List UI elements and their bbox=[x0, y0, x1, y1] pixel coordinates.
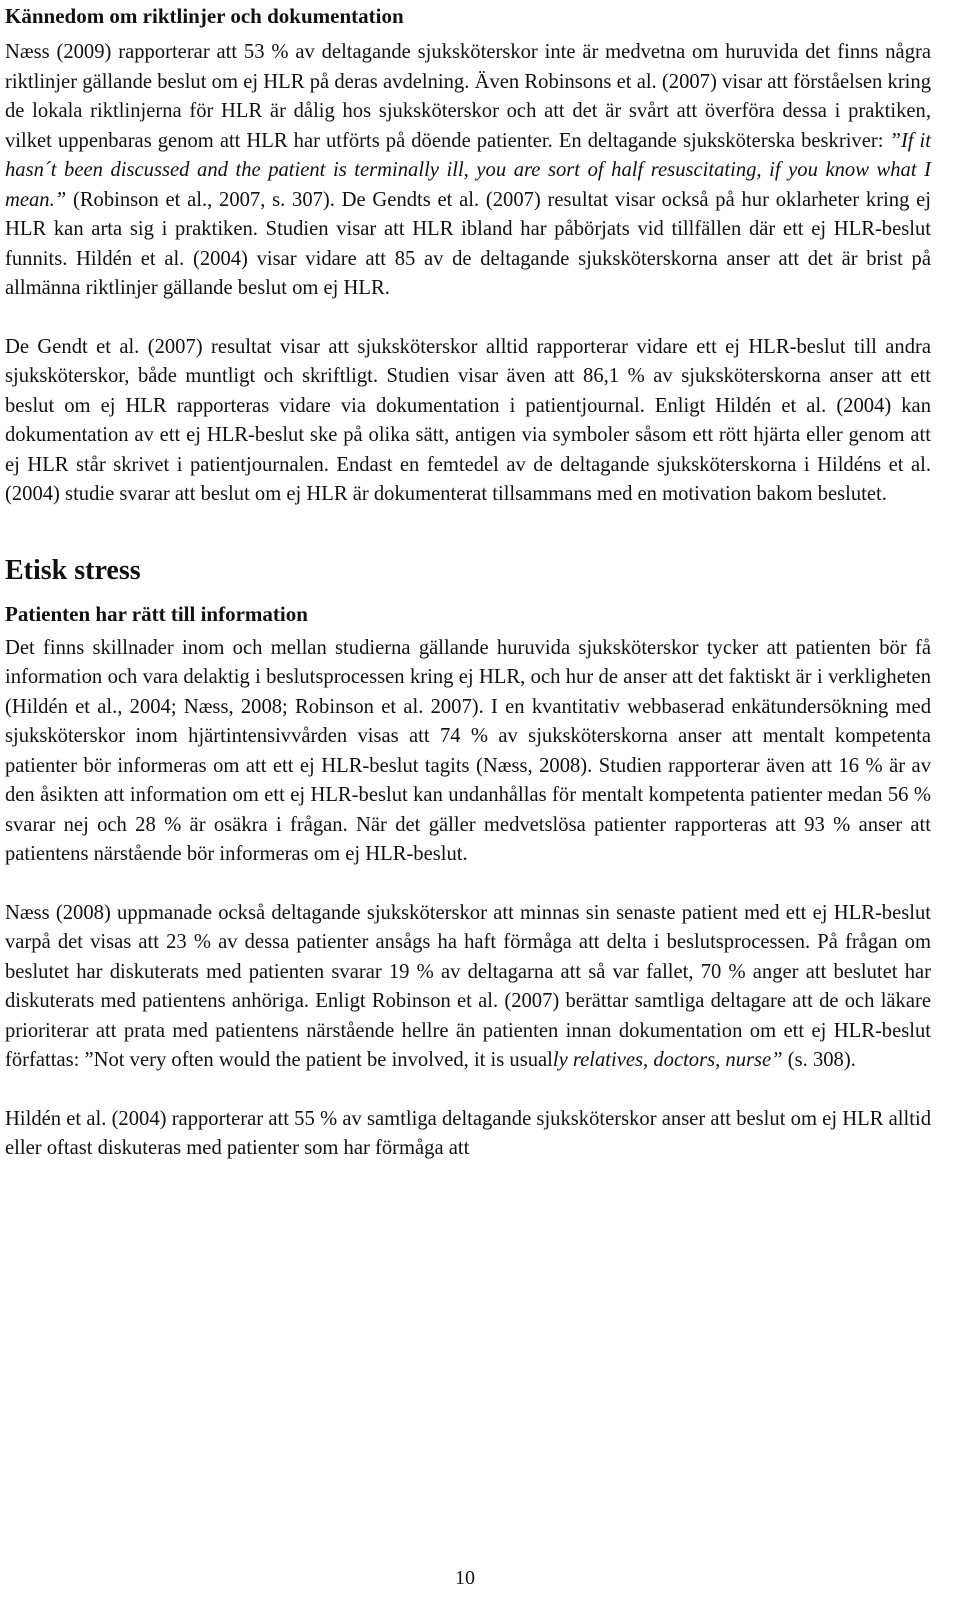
paragraph-patient-involvement bbox=[5, 899, 931, 1076]
chapter-heading: Etisk stress bbox=[5, 554, 141, 586]
section-heading: Kännedom om riktlinjer och dokumentation bbox=[5, 4, 404, 28]
subsection-heading: Patienten har rätt till information bbox=[5, 601, 308, 626]
page-number: 10 bbox=[455, 1567, 475, 1589]
paragraph-text: Næss (2008) uppmanade också deltagande sjuksköterskor att minnas sin senaste patient med ett ej HLR-beslut varpå det visas att 23 % av dessa patienter ansågs ha haft förmåga att delta i beslutsprocessen. På frågan om beslutet har diskuterats med patienten svarar 19 % av deltagarna att så var fallet, 70 % anger att beslutet har diskuterats med patientens anhöriga. Enligt Robinson et al. (2007) berättar samtliga deltagare att de och läkare prioriterar att prata med patientens närstående hellre än patienten innan dokumentation om ett ej HLR-beslut författas: ”Not very often would the patient be involved, it is usual bbox=[5, 901, 931, 1071]
page-content bbox=[5, 0, 931, 1164]
paragraph-information-rights: Det finns skillnader inom och mellan studierna gällande huruvida sjuksköterskor tycker att patienten bör få information och vara delaktig i beslutsprocessen kring ej HLR, och hur de anser att det faktiskt är i verkligheten (Hildén et al., 2004; Næss, 2008; Robinson et al. 2007). I en kvantitativ webbaserad enkätundersökning med sjuksköterskor inom hjärtintensivvården visas att 74 % av sjuksköterskorna anser att mentalt kompetenta patienter bör informeras om att ett ej HLR-beslut tagits (Næss, 2008). Studien rapporterar även att 16 % är av den åsikten att information om ett ej HLR-beslut kan undanhållas för mentalt kompetenta patienter medan 56 % svarar nej och 28 % är osäkra i frågan. När det gäller medvetslösa patienter rapporteras att 93 % anser att patientens närstående bör informeras om ej HLR-beslut. bbox=[5, 636, 931, 865]
paragraph-text: (s. 308). bbox=[782, 1049, 856, 1071]
paragraph-hilden-discussion: Hildén et al. (2004) rapporterar att 55 % av samtliga deltagande sjuksköterskor anser att beslut om ej HLR alltid eller oftast diskuteras med patienter som har förmåga att bbox=[5, 1107, 931, 1159]
nurse-quote: ”If it hasn´t been discussed and the patient is terminally ill, you are sort of half resuscitating, if you know what I mean.” bbox=[5, 129, 931, 211]
paragraph-text: Næss (2009) rapporterar att 53 % av deltagande sjuksköterskor inte är medvetna om huruvida det finns några riktlinjer gällande beslut om ej HLR på deras avdelning. Även Robinsons et al. (2007) visar att förståelsen kring de lokala riktlinjerna för HLR är dålig hos sjuksköterskor och att det är svårt att överföra dessa i praktiken, vilket uppenbaras genom att HLR har utförts på döende patienter. En deltagande sjuksköterska beskriver: bbox=[5, 41, 931, 152]
paragraph-documentation: De Gendt et al. (2007) resultat visar att sjuksköterskor alltid rapporterar vidare ett ej HLR-beslut till andra sjuksköterskor, både muntligt och skriftligt. Studien visar även att 86,1 % av sjuksköterskorna anser att ett beslut om ej HLR rapporteras vidare via dokumentation i patientjournal. Enligt Hildén et al. (2004) kan dokumentation av ett ej HLR-beslut ske på olika sätt, antigen via symboler såsom ett rött hjärta eller genom att ej HLR står skrivet i patientjournalen. Endast en femtedel av de deltagande sjuksköterskorna i Hildéns et al. (2004) studie svarar att beslut om ej HLR är dokumenterat tillsammans med en motivation bakom beslutet. bbox=[5, 335, 931, 505]
paragraph-guidelines-awareness bbox=[5, 38, 931, 304]
paragraph-text: (Robinson et al., 2007, s. 307). De Gendts et al. (2007) resultat visar också på hur oklarheter kring ej HLR kan arta sig i praktiken. Studien visar att HLR ibland har påbörjats vid tillfällen där ett ej HLR-beslut funnits. Hildén et al. (2004) visar vidare att 85 av de deltagande sjuksköterskorna anser att det är brist på allmänna riktlinjer gällande beslut om ej HLR. bbox=[5, 188, 931, 299]
robinson-quote: ly relatives, doctors, nurse” bbox=[552, 1049, 783, 1071]
